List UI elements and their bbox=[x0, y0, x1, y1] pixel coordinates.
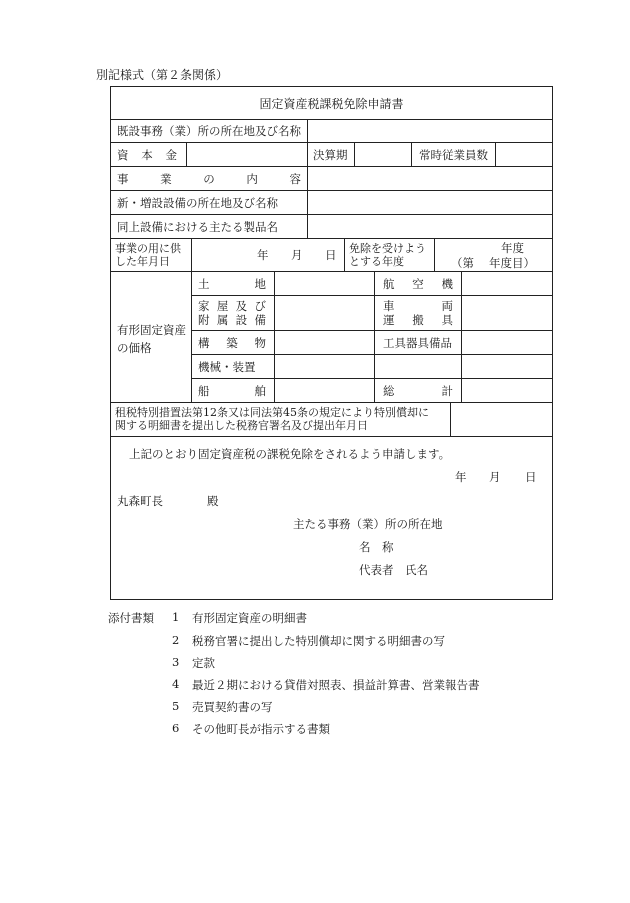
employees-field[interactable] bbox=[496, 143, 551, 165]
ship-value-field[interactable] bbox=[275, 379, 373, 401]
declaration-day-unit: 日 bbox=[525, 470, 537, 484]
declaration-year-unit: 年 bbox=[455, 470, 467, 484]
rule bbox=[434, 238, 435, 271]
attachment-text: 売買契約書の写 bbox=[192, 700, 273, 714]
tax-office-field[interactable] bbox=[451, 403, 551, 435]
blank-value-field[interactable] bbox=[462, 355, 551, 377]
main-products-field[interactable] bbox=[308, 215, 551, 237]
year-number-open: （第 bbox=[451, 256, 474, 270]
vehicle-value-field[interactable] bbox=[462, 296, 551, 329]
year-number-close: 年度目） bbox=[489, 256, 535, 270]
new-facility-label: 新・増設設備の所在地及び名称 bbox=[117, 196, 278, 210]
ship-label: 船 舶 bbox=[198, 384, 266, 398]
service-year-unit: 年 bbox=[257, 248, 269, 262]
service-day-unit: 日 bbox=[325, 248, 337, 262]
attachment-text: その他町長が指示する書類 bbox=[192, 722, 330, 736]
rule bbox=[374, 271, 375, 402]
capital-field[interactable] bbox=[187, 143, 307, 165]
application-form bbox=[110, 86, 553, 600]
fiscal-year-unit: 年度 bbox=[501, 241, 524, 255]
attachment-number: 2 bbox=[172, 633, 180, 647]
land-label: 土 地 bbox=[198, 277, 266, 291]
honorific: 殿 bbox=[207, 494, 219, 508]
rule bbox=[344, 238, 345, 271]
tools-value-field[interactable] bbox=[462, 331, 551, 353]
attachment-number: 3 bbox=[172, 655, 180, 669]
building-value-field[interactable] bbox=[275, 296, 373, 329]
attachment-number: 4 bbox=[172, 677, 180, 691]
tax-measure-label: 租税特別措置法第12条又は同法第45条の規定により特別償却に 関する明細書を提出した税務官署名及び提出年月日 bbox=[115, 406, 429, 432]
applicant-name-label: 名 称 bbox=[359, 540, 394, 554]
fiscal-period-label: 決算期 bbox=[313, 148, 348, 162]
declaration-statement: 上記のとおり固定資産税の課税免除をされるよう申請します。 bbox=[129, 447, 451, 461]
capital-label: 資 本 金 bbox=[117, 148, 177, 162]
rule bbox=[111, 436, 552, 437]
rule bbox=[191, 238, 192, 271]
attachment-text: 有形固定資産の明細書 bbox=[192, 611, 307, 625]
total-value-field[interactable] bbox=[462, 379, 551, 401]
building-label: 家 屋 及 び 附 属 設 備 bbox=[198, 299, 266, 327]
service-month-unit: 月 bbox=[291, 248, 303, 262]
rule bbox=[191, 271, 192, 402]
tools-label: 工具器具備品 bbox=[383, 336, 452, 350]
vehicle-label: 車 両 運 搬 具 bbox=[383, 299, 453, 327]
rule bbox=[411, 142, 412, 166]
total-label: 総 計 bbox=[383, 384, 453, 398]
form-title: 固定資産税課税免除申請書 bbox=[259, 97, 404, 111]
existing-office-label: 既設事務（業）所の所在地及び名称 bbox=[117, 124, 301, 138]
tangible-assets-label: 有形固定資産 の価格 bbox=[117, 323, 186, 355]
attachment-text: 定款 bbox=[192, 656, 215, 670]
business-content-label: 事 業 の 内 容 bbox=[117, 172, 301, 186]
business-content-field[interactable] bbox=[308, 167, 551, 189]
land-value-field[interactable] bbox=[275, 272, 373, 294]
attachment-number: 5 bbox=[172, 699, 180, 713]
addressee: 丸森町長 bbox=[117, 494, 163, 508]
attachments-label: 添付書類 bbox=[108, 611, 154, 625]
exemption-year-label: 免除を受けよう とする年度 bbox=[349, 242, 426, 268]
existing-office-field[interactable] bbox=[308, 120, 551, 142]
rule bbox=[111, 238, 552, 239]
representative-label: 代表者 氏名 bbox=[359, 563, 428, 577]
machinery-value-field[interactable] bbox=[275, 355, 373, 377]
structure-value-field[interactable] bbox=[275, 331, 373, 353]
main-office-label: 主たる事務（業）所の所在地 bbox=[293, 517, 443, 531]
fiscal-period-field[interactable] bbox=[355, 143, 411, 165]
rule bbox=[111, 142, 552, 143]
attachment-text: 最近２期における貸借対照表、損益計算書、営業報告書 bbox=[192, 678, 480, 692]
aircraft-value-field[interactable] bbox=[462, 272, 551, 294]
attachment-number: 1 bbox=[172, 610, 180, 624]
employees-label: 常時従業員数 bbox=[419, 148, 488, 162]
declaration-month-unit: 月 bbox=[489, 470, 501, 484]
service-date-label: 事業の用に供 した年月日 bbox=[115, 242, 181, 268]
aircraft-label: 航 空 機 bbox=[383, 277, 453, 291]
new-facility-field[interactable] bbox=[308, 191, 551, 213]
structure-label: 構 築 物 bbox=[198, 336, 266, 350]
attachment-number: 6 bbox=[172, 721, 180, 735]
machinery-label: 機械・装置 bbox=[198, 360, 256, 374]
attachment-text: 税務官署に提出した特別償却に関する明細書の写 bbox=[192, 634, 445, 648]
main-products-label: 同上設備における主たる製品名 bbox=[117, 220, 278, 234]
form-caption: 別記様式（第２条関係） bbox=[96, 68, 229, 82]
